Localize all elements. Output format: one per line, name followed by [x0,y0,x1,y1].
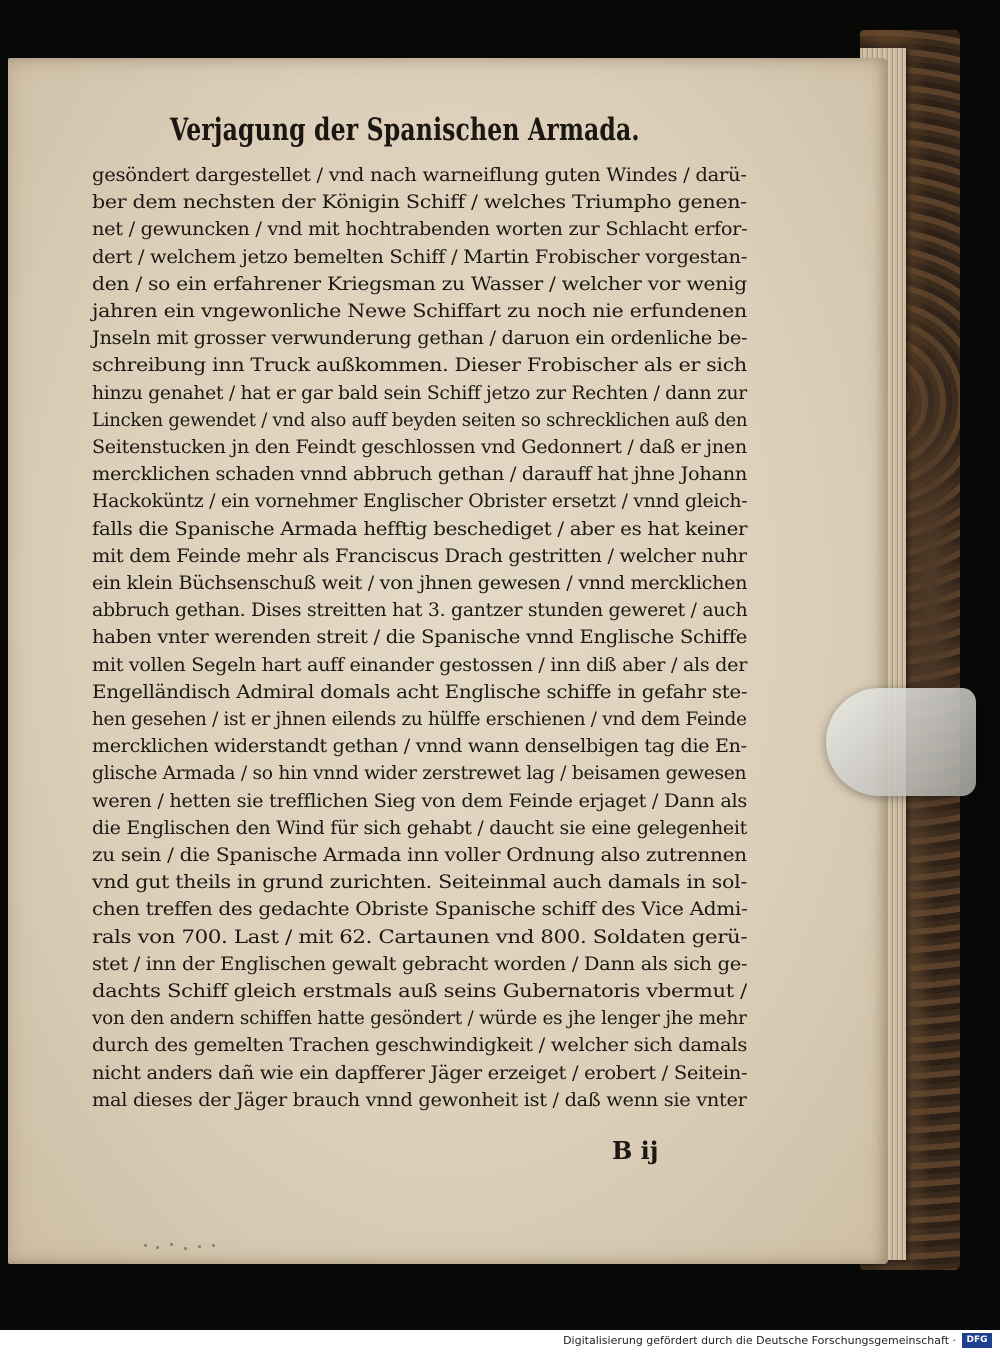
text-line: dachts Schiff gleich erstmals auß seins Gubernatoris vbermut / [92,980,747,1002]
text-line: ein klein Büchsenschuß weit / von jhnen gewesen / vnnd mercklichen [92,572,748,594]
text-line: jahren ein vngewonliche Newe Schiffart zu noch nie erfundenen [92,300,747,322]
text-line: mercklichen widerstandt gethan / vnnd wann denselbigen tag die En- [92,735,747,758]
text-line: mit dem Feinde mehr als Franciscus Drach gestritten / welcher nuhr [92,544,747,567]
text-line: abbruch gethan. Dises streitten hat 3. gantzer stunden geweret / auch [92,599,748,622]
signature-mark: B ij [612,1136,659,1165]
page-weight-clip [826,688,976,796]
text-line: falls die Spanische Armada hefftig beschediget / aber es hat keiner [92,517,748,540]
text-line: mit vollen Segeln hart auff einander gestossen / inn diß aber / als der [92,653,748,676]
text-line: Seitenstucken jn den Feindt geschlossen vnd Gedonnert / daß er jnen [92,436,747,458]
dfg-logo: DFG [962,1333,992,1348]
text-line: zu sein / die Spanische Armada inn voller Ordnung also zutrennen [92,844,747,866]
text-line: vnd gut theils in grund zurichten. Seiteinmal auch damals in sol- [92,871,747,894]
text-line: die Englischen den Wind für sich gehabt / daucht sie eine gelegenheit [92,816,747,839]
text-line: durch des gemelten Trachen geschwindigkeit / welcher sich damals [92,1034,748,1057]
running-header: Verjagung der Spanischen Armada. [170,112,640,148]
text-line: Lincken gewendet / vnd also auff beyden seiten so schrecklichen auß den [92,408,748,431]
text-line: Engelländisch Admiral domals acht Englische schiffe in gefahr ste- [92,680,748,703]
text-line: Hackoküntz / ein vornehmer Englischer Obrister ersetzt / vnnd gleich- [92,490,748,513]
text-line: den / so ein erfahrener Kriegsman zu Wasser / welcher vor wenig [92,272,747,295]
text-line: hinzu genahet / hat er gar bald sein Schiff jetzo zur Rechten / dann zur [92,381,747,404]
footer-bar [0,1330,1000,1352]
text-line: von den andern schiffen hatte gesöndert / würde es jhe lenger jhe mehr [92,1007,747,1030]
text-line: Jnseln mit grosser verwunderung gethan / daruon ein ordenliche be- [92,327,748,350]
text-line: ber dem nechsten der Königin Schiff / welches Triumpho genen- [92,191,747,214]
text-line: nicht anders dañ wie ein dapfferer Jäger erzeiget / erobert / Seitein- [92,1061,748,1084]
text-line: weren / hetten sie trefflichen Sieg von dem Feinde erjaget / Dann als [92,789,748,812]
text-line: net / gewuncken / vnd mit hochtrabenden worten zur Schlacht erfor- [92,218,748,241]
text-line: chen treffen des gedachte Obriste Spanische schiff des Vice Admi- [92,898,748,921]
text-line: mercklichen schaden vnnd abbruch gethan / darauff hat jhne Johann [92,463,747,486]
text-line: hen gesehen / ist er jhnen eilends zu hülffe erschienen / vnd dem Feinde [92,708,747,730]
ink-specks [140,1240,230,1254]
text-line: gesöndert dargestellet / vnd nach warneiflung guten Windes / darü- [92,164,747,186]
text-line: haben vnter werenden streit / die Spanische vnnd Englische Schiffe [92,626,748,649]
funding-credit: Digitalisierung gefördert durch die Deutsche Forschungsgemeinschaft · [563,1334,956,1347]
text-line: dert / welchem jetzo bemelten Schiff / Martin Frobischer vorgestan- [92,245,748,268]
text-line: glische Armada / so hin vnnd wider zerstrewet lag / beisamen gewesen [92,762,747,785]
text-line: mal dieses der Jäger brauch vnnd gewonheit ist / daß wenn sie vnter [92,1088,747,1111]
text-line: schreibung inn Truck außkommen. Dieser Frobischer als er sich [92,354,747,377]
text-line: stet / inn der Englischen gewalt gebracht worden / Dann als sich ge- [92,952,748,975]
text-line: rals von 700. Last / mit 62. Cartaunen vnd 800. Soldaten gerü- [92,925,748,948]
